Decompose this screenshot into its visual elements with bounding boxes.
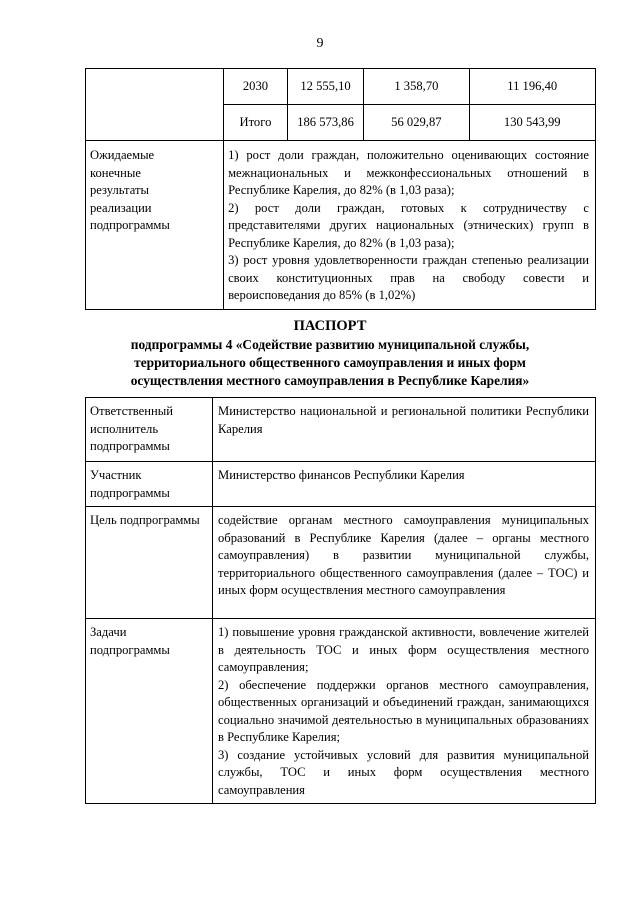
value-cell: 56 029,87 — [364, 105, 469, 141]
year-cell: Итого — [224, 105, 288, 141]
row-label: Ответственный исполнитель подпрограммы — [86, 398, 213, 462]
value-cell: 11 196,40 — [469, 69, 596, 105]
value-cell: 1 358,70 — [364, 69, 469, 105]
empty-cell — [86, 69, 224, 141]
results-text — [224, 141, 596, 310]
passport-subtitle-line: территориального общественного самоуправления и иных форм — [134, 355, 526, 370]
row-label: Цель подпрограммы — [86, 507, 213, 619]
row-text — [213, 398, 596, 462]
table-row — [86, 398, 596, 462]
result-item: 1) рост доли граждан, положительно оценивающих состояние межнациональных и межконфессиональных отношений в Республике Карелия, до 82% (в 1,03 раза); — [228, 148, 589, 197]
total-cell: 186 573,86 — [287, 105, 363, 141]
result-item: 2) рост доли граждан, готовых к сотрудничеству с представителями других национальных (этнических) групп в Республике Карелия, до 82% (в 1,03 раза); — [228, 200, 589, 250]
page-number: 9 — [316, 36, 324, 51]
result-item: 3) рост уровня удовлетворенности граждан степенью реализации своих конституционных прав на свободу совести и вероисповедания до 85% (в 1,02%) — [228, 253, 589, 302]
table-row — [86, 462, 596, 507]
label-line: результаты — [90, 183, 149, 197]
row-text — [213, 619, 596, 804]
value-cell: 130 543,99 — [469, 105, 596, 141]
label-line: реализации — [90, 200, 152, 215]
year-cell: 2030 — [224, 69, 288, 105]
table-row — [86, 141, 596, 310]
row-label: Участник подпрограммы — [86, 462, 213, 507]
passport-table — [85, 397, 596, 804]
label-line: подпрограммы — [90, 218, 170, 232]
table-row — [86, 619, 596, 804]
table-row — [86, 69, 596, 105]
row-text — [213, 462, 596, 507]
row-text-line: 3) создание устойчивых условий для развития муниципальной службы, ТОС и иных форм осуществления местного самоуправления — [218, 747, 589, 797]
label-line: конечные — [90, 165, 141, 180]
row-text-line: содействие органам местного самоуправления муниципальных образований в Республике Карелия (далее – органы местного самоуправления) в развитии муниципальной службы, территориального общественного самоуправления (далее – ТОС) и иных форм осуществления местного самоуправления — [218, 513, 589, 597]
row-text-line: 1) повышение уровня гражданской активности, вовлечение жителей в деятельность ТОС и иных форм осуществления местного самоуправления; — [218, 625, 589, 674]
results-label — [86, 141, 224, 310]
row-text-line: Министерство национальной и региональной политики Республики Карелия — [218, 404, 589, 436]
label-line: Ожидаемые — [90, 148, 155, 162]
row-text-line: 2) обеспечение поддержки органов местного самоуправления, общественных организаций и объединений граждан, занимающихся социально значимой деятельностью в муниципальных образованиях в Республике Карелия; — [218, 677, 589, 744]
finance-table — [85, 68, 596, 310]
passport-subtitle-line: подпрограммы 4 «Содействие развитию муниципальной службы, — [130, 337, 530, 352]
total-cell: 12 555,10 — [287, 69, 363, 105]
passport-subtitle-line: осуществления местного самоуправления в Республике Карелия» — [130, 373, 530, 388]
table-row — [86, 507, 596, 619]
row-text — [213, 507, 596, 619]
passport-heading — [60, 317, 600, 390]
passport-title: ПАСПОРТ — [293, 318, 367, 334]
row-label: Задачи подпрограммы — [86, 619, 213, 804]
row-text-line: Министерство финансов Республики Карелия — [218, 468, 465, 482]
